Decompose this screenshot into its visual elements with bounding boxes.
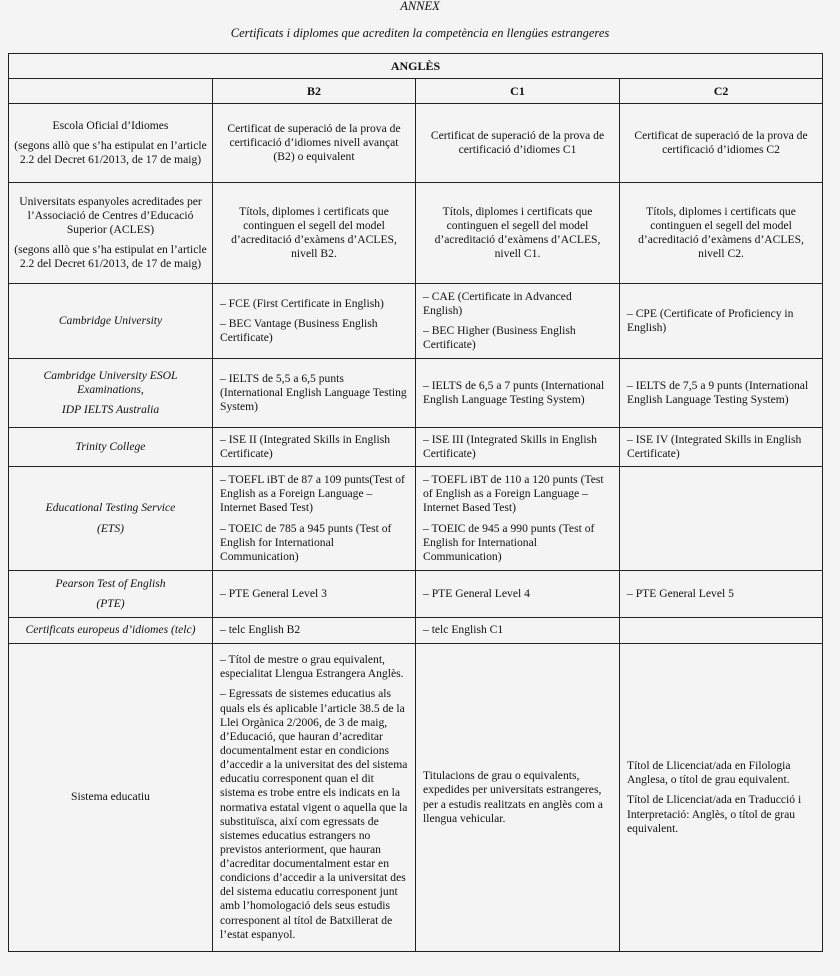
certificate-text: Títols, diplomes i certificats que continguen el segell del model d’acreditació d’exàmens d’ACLES, nivell C2. — [638, 204, 804, 261]
institution-name: (ETS) — [96, 521, 125, 535]
certificate-item: – PTE General Level 4 — [423, 586, 530, 600]
institution-note: (segons allò que s’ha estipulat en l’article 2.2 del Decret 61/2013, de 17 de maig) — [14, 243, 207, 271]
b2-cell — [213, 644, 416, 952]
certificate-item: – FCE (First Certificate in English) — [220, 296, 384, 310]
b2-cell — [213, 428, 416, 467]
b2-cell — [213, 571, 416, 618]
c2-cell — [620, 183, 823, 284]
table-row — [9, 644, 823, 952]
table-row — [9, 359, 823, 428]
certificate-item: – telc English B2 — [220, 623, 301, 637]
certificate-item: – ISE II (Integrated Skills in English Certificate) — [220, 432, 391, 460]
institution-cell — [9, 183, 213, 284]
certificate-item: – Títol de mestre o grau equivalent, especialitat Llengua Estrangera Anglès. — [220, 653, 404, 681]
certificate-item: – BEC Higher (Business English Certificate) — [423, 324, 576, 352]
certificate-item: – TOEIC de 785 a 945 punts (Test of English for International Communication) — [220, 521, 392, 563]
institution-cell — [9, 571, 213, 618]
institution-name: Trinity College — [75, 439, 146, 453]
b2-cell — [213, 467, 416, 571]
institution-name: IDP IELTS Australia — [61, 403, 160, 417]
certificate-item: – CPE (Certificate of Proficiency in English) — [627, 306, 794, 334]
table-row — [9, 467, 823, 571]
c2-cell — [620, 644, 823, 952]
certificate-item: – TOEFL iBT de 110 a 120 punts (Test of English as a Foreign Language – Internet Based Test) — [423, 473, 604, 515]
c1-cell — [416, 284, 620, 359]
institution-name: Cambridge University — [58, 313, 163, 327]
empty-header-cell — [9, 79, 213, 104]
certificate-item: Títol de Llicenciat/ada en Filologia Anglesa, o títol de grau equivalent. — [627, 759, 791, 787]
c2-cell — [620, 284, 823, 359]
c2-cell — [620, 359, 823, 428]
certificate-item: – CAE (Certificate in Advanced English) — [423, 289, 572, 317]
table-row — [9, 618, 823, 644]
certificate-text: Títols, diplomes i certificats que continguen el segell del model d’acreditació d’exàmens d’ACLES, nivell B2. — [231, 204, 397, 261]
certificate-item: – Egressats de sistemes educatius als quals els és aplicable l’article 38.5 de la Llei Orgànica 2/2006, de 3 de maig, d’Educació, que hauran d’acreditar documentalment estar en condicions d’accedir a la universitat des del sistema educatiu corresponent quan el dit sistema es trobe entre els indicats en la normativa estatal vigent o aquella que la substituïsca, així com egressats de sistemes educatius estrangers no previstos anteriorment, que hauran d’acreditar documentalment estar en condicions d’accedir a la universitat des del sistema educatiu corresponent junt amb l’homologació dels seus estudis corresponent al títol de Batxillerat de l’estat espanyol. — [220, 687, 408, 941]
certificate-text: Certificat de superació de la prova de certificació d’idiomes C1 — [430, 128, 605, 156]
certificate-item: – TOEIC de 945 a 990 punts (Test of English for International Communication) — [423, 521, 595, 563]
certificate-item: – IELTS de 7,5 a 9 punts (International English Language Testing System) — [627, 378, 809, 406]
institution-name: Escola Oficial d’Idiomes — [52, 118, 169, 132]
institution-name: Pearson Test of English — [55, 576, 166, 590]
institution-cell — [9, 644, 213, 952]
level-header-c1: C1 — [416, 79, 620, 104]
certificate-item: Títol de Llicenciat/ada en Traducció i Interpretació: Anglès, o títol de grau equivalent. — [627, 793, 802, 835]
certificate-item: – PTE General Level 3 — [220, 586, 327, 600]
b2-cell — [213, 104, 416, 183]
c1-cell — [416, 359, 620, 428]
c1-cell — [416, 104, 620, 183]
institution-cell — [9, 359, 213, 428]
certificate-item: – ISE III (Integrated Skills in English Certificate) — [423, 432, 597, 460]
table-row — [9, 183, 823, 284]
certificate-text: Certificat de superació de la prova de certificació d’idiomes nivell avançat (B2) o equivalent — [227, 121, 401, 164]
institution-name: Sistema educatiu — [71, 790, 150, 804]
language-header: ANGLÈS — [9, 54, 823, 79]
table-row — [9, 571, 823, 618]
c1-cell — [416, 183, 620, 284]
institution-name: Certificats europeus d’idiomes (telc) — [25, 623, 196, 637]
b2-cell — [213, 618, 416, 644]
certificate-item: Titulacions de grau o equivalents, expedides per universitats estrangeres, per a estudis realitzats en anglès com a llengua vehicular. — [423, 769, 603, 825]
certificate-item: – TOEFL iBT de 87 a 109 punts(Test of English as a Foreign Language – Internet Based Test) — [220, 473, 405, 515]
institution-cell — [9, 467, 213, 571]
c1-cell — [416, 571, 620, 618]
c1-cell — [416, 467, 620, 571]
table-row — [9, 428, 823, 467]
document-subtitle: Certificats i diplomes que acrediten la competència en llengües estrangeres — [230, 26, 610, 40]
certificate-text: Títols, diplomes i certificats que continguen el segell del model d’acreditació d’exàmens d’ACLES, nivell C1. — [434, 204, 601, 261]
certificate-item: – IELTS de 6,5 a 7 punts (International English Language Testing System) — [423, 378, 605, 406]
b2-cell — [213, 359, 416, 428]
level-header-b2: B2 — [213, 79, 416, 104]
b2-cell — [213, 284, 416, 359]
table-row — [9, 284, 823, 359]
institution-cell — [9, 618, 213, 644]
c2-cell — [620, 618, 823, 644]
certificate-item: – telc English C1 — [423, 623, 504, 637]
c2-cell — [620, 467, 823, 571]
certificate-text: Certificat de superació de la prova de certificació d’idiomes C2 — [634, 128, 808, 156]
institution-cell — [9, 428, 213, 467]
institution-note: (segons allò que s’ha estipulat en l’article 2.2 del Decret 61/2013, de 17 de maig) — [14, 138, 207, 167]
certificate-item: – BEC Vantage (Business English Certificate) — [220, 316, 378, 345]
institution-name: (PTE) — [96, 597, 125, 610]
c1-cell — [416, 428, 620, 467]
certificates-table — [8, 53, 823, 952]
institution-name: Universitats espanyoles acreditades per l’Associació de Centres d’Educació Superior (ACLES) — [19, 194, 202, 236]
annex-title: ANNEX — [400, 0, 440, 12]
table-row — [9, 104, 823, 183]
c2-cell — [620, 571, 823, 618]
c1-cell — [416, 644, 620, 952]
institution-name: Educational Testing Service — [45, 501, 176, 515]
c2-cell — [620, 428, 823, 467]
institution-name: Cambridge University ESOL Examinations, — [43, 368, 178, 396]
level-header-c2: C2 — [620, 79, 823, 104]
institution-cell — [9, 284, 213, 359]
institution-cell — [9, 104, 213, 183]
c2-cell — [620, 104, 823, 183]
certificate-item: – PTE General Level 5 — [627, 586, 734, 600]
b2-cell — [213, 183, 416, 284]
certificate-item: – ISE IV (Integrated Skills in English Certificate) — [627, 432, 802, 460]
c1-cell — [416, 618, 620, 644]
certificate-item: – IELTS de 5,5 a 6,5 punts (International English Language Testing System) — [220, 371, 407, 414]
